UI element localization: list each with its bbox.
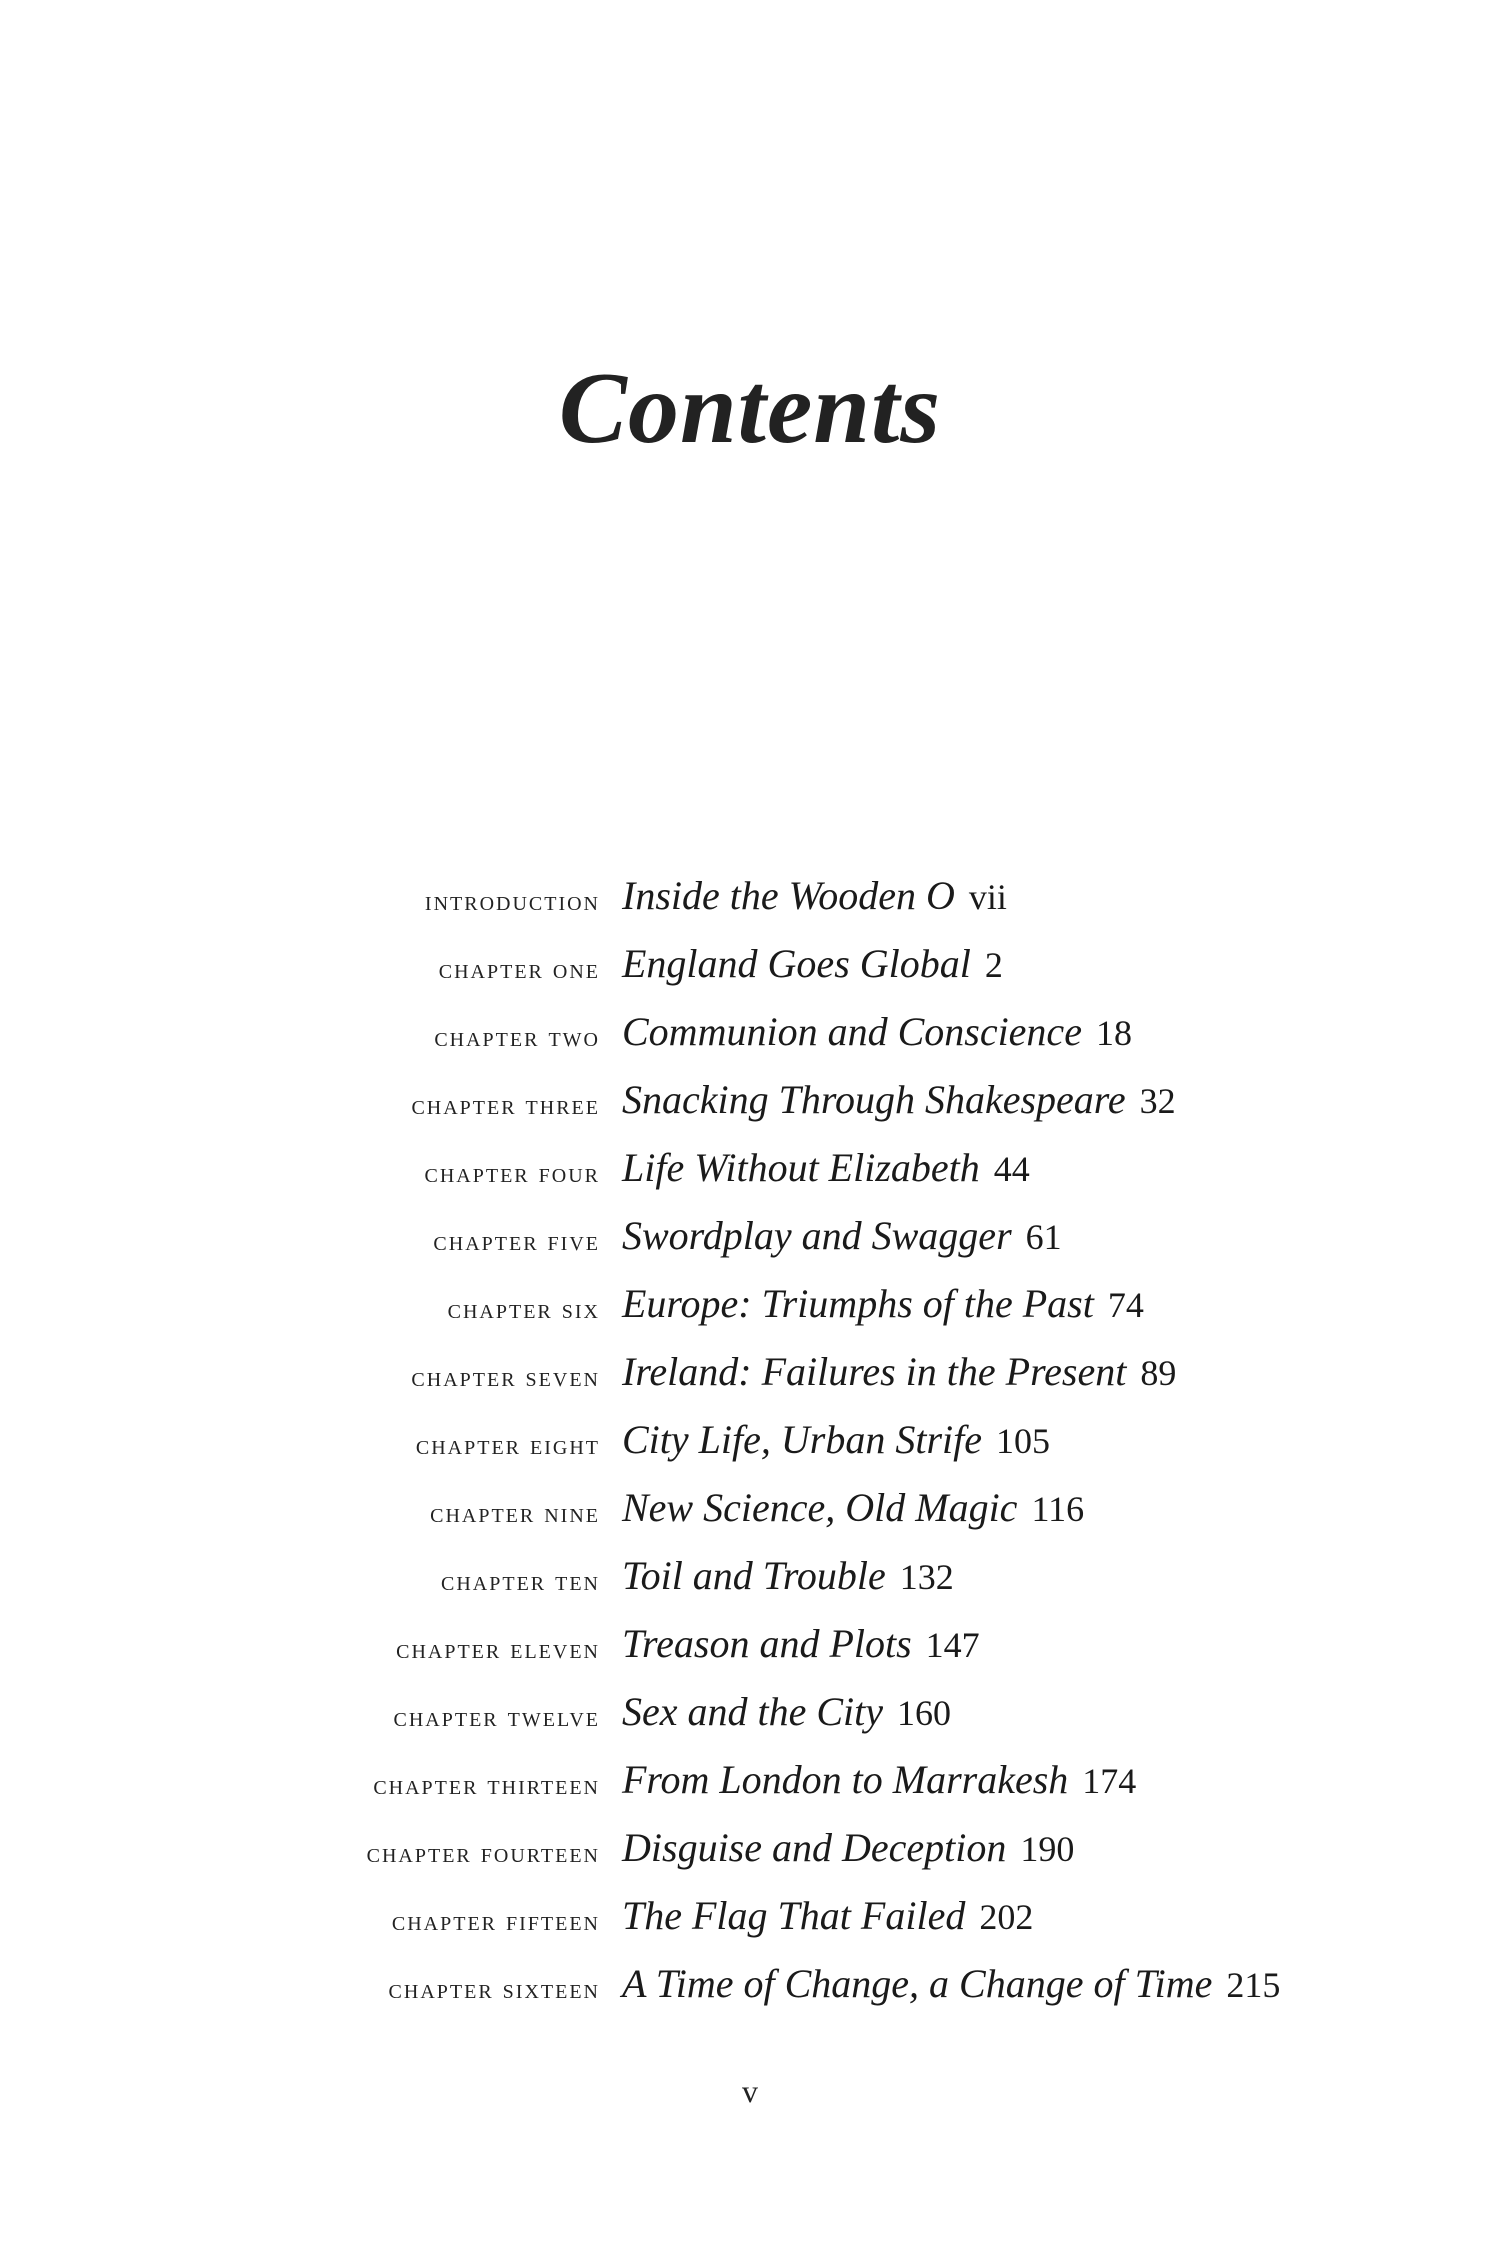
toc-page-number: 74 bbox=[1107, 1285, 1144, 1325]
toc-title: Snacking Through Shakespeare bbox=[622, 1077, 1126, 1122]
toc-page-number: 160 bbox=[897, 1693, 952, 1733]
toc-label: chapter ten bbox=[441, 1566, 600, 1597]
toc-entry bbox=[622, 1824, 1074, 1871]
toc-title: Communion and Conscience bbox=[622, 1009, 1082, 1054]
toc-label: chapter twelve bbox=[393, 1702, 600, 1733]
toc-entry bbox=[622, 1484, 1084, 1531]
toc-title: A Time of Change, a Change of Time bbox=[622, 1961, 1213, 2006]
toc-page-number: 215 bbox=[1226, 1965, 1281, 2005]
toc-entry bbox=[622, 1212, 1062, 1259]
toc-title: Sex and the City bbox=[622, 1689, 884, 1734]
toc-title: Inside the Wooden O bbox=[622, 873, 955, 918]
toc-label: chapter two bbox=[434, 1022, 600, 1053]
toc-page-number: 174 bbox=[1082, 1761, 1137, 1801]
toc-page-number: 18 bbox=[1095, 1013, 1132, 1053]
toc-row-chapter-six[interactable] bbox=[0, 1280, 1500, 1340]
toc-page-number: 2 bbox=[984, 945, 1003, 985]
toc-entry bbox=[622, 1416, 1050, 1463]
toc-entry bbox=[622, 1620, 980, 1667]
toc-label: chapter four bbox=[424, 1158, 600, 1189]
toc-entry bbox=[622, 1348, 1176, 1395]
toc-title: Treason and Plots bbox=[622, 1621, 912, 1666]
toc-entry bbox=[622, 1280, 1144, 1327]
toc-title: Swordplay and Swagger bbox=[622, 1213, 1012, 1258]
toc-entry bbox=[622, 1008, 1132, 1055]
toc-label: chapter fifteen bbox=[391, 1906, 600, 1937]
toc-label: chapter eight bbox=[415, 1430, 600, 1461]
toc-label: chapter nine bbox=[430, 1498, 600, 1529]
toc-row-chapter-ten[interactable] bbox=[0, 1552, 1500, 1612]
toc-title: Toil and Trouble bbox=[622, 1553, 886, 1598]
toc-label: chapter fourteen bbox=[366, 1838, 600, 1869]
toc-page-number: 132 bbox=[899, 1557, 954, 1597]
page-number: v bbox=[742, 2073, 758, 2109]
toc-row-chapter-sixteen[interactable] bbox=[0, 1960, 1500, 2020]
toc-page-number: vii bbox=[968, 877, 1007, 917]
toc-row-chapter-four[interactable] bbox=[0, 1144, 1500, 1204]
toc-row-chapter-seven[interactable] bbox=[0, 1348, 1500, 1408]
toc-page-number: 44 bbox=[993, 1149, 1030, 1189]
toc-row-chapter-thirteen[interactable] bbox=[0, 1756, 1500, 1816]
toc-row-chapter-fifteen[interactable] bbox=[0, 1892, 1500, 1952]
toc-page-number: 105 bbox=[996, 1421, 1050, 1461]
toc-title: The Flag That Failed bbox=[622, 1893, 966, 1938]
toc-title: Europe: Triumphs of the Past bbox=[622, 1281, 1094, 1326]
toc-entry bbox=[622, 1076, 1176, 1123]
toc-row-chapter-five[interactable] bbox=[0, 1212, 1500, 1272]
toc-label: chapter eleven bbox=[396, 1634, 600, 1665]
toc-row-chapter-fourteen[interactable] bbox=[0, 1824, 1500, 1884]
toc-row-chapter-one[interactable] bbox=[0, 940, 1500, 1000]
toc-title: From London to Marrakesh bbox=[622, 1757, 1069, 1802]
toc-entry bbox=[622, 1552, 954, 1599]
toc-label: chapter seven bbox=[411, 1362, 600, 1393]
toc-entry bbox=[622, 1892, 1033, 1939]
toc-page-number: 116 bbox=[1031, 1489, 1085, 1529]
toc-row-chapter-eight[interactable] bbox=[0, 1416, 1500, 1476]
page-title: Contents bbox=[558, 352, 942, 466]
toc-title: England Goes Global bbox=[622, 941, 971, 986]
toc-label: chapter sixteen bbox=[388, 1974, 600, 2005]
toc-page-number: 202 bbox=[979, 1897, 1034, 1937]
toc-title: City Life, Urban Strife bbox=[622, 1417, 982, 1462]
toc-label: chapter six bbox=[447, 1294, 600, 1325]
toc-page-number: 89 bbox=[1140, 1353, 1177, 1393]
toc-page-number: 61 bbox=[1025, 1217, 1062, 1257]
toc-page-number: 147 bbox=[925, 1625, 980, 1665]
toc-entry bbox=[622, 1688, 951, 1735]
toc-row-introduction[interactable] bbox=[0, 872, 1500, 932]
toc-label: chapter one bbox=[438, 954, 600, 985]
toc-title: Life Without Elizabeth bbox=[622, 1145, 980, 1190]
toc-title: Disguise and Deception bbox=[622, 1825, 1007, 1870]
toc-entry bbox=[622, 940, 1003, 987]
toc-row-chapter-three[interactable] bbox=[0, 1076, 1500, 1136]
toc-label: chapter five bbox=[433, 1226, 600, 1257]
toc-row-chapter-eleven[interactable] bbox=[0, 1620, 1500, 1680]
toc-label: introduction bbox=[424, 886, 600, 917]
toc-title: Ireland: Failures in the Present bbox=[622, 1349, 1127, 1394]
toc-entry bbox=[622, 872, 1007, 919]
toc-entry bbox=[622, 1144, 1030, 1191]
toc-entry bbox=[622, 1756, 1136, 1803]
toc-row-chapter-twelve[interactable] bbox=[0, 1688, 1500, 1748]
toc-title: New Science, Old Magic bbox=[622, 1485, 1018, 1530]
toc-row-chapter-nine[interactable] bbox=[0, 1484, 1500, 1544]
toc-label: chapter thirteen bbox=[373, 1770, 600, 1801]
toc-row-chapter-two[interactable] bbox=[0, 1008, 1500, 1068]
toc-page-number: 32 bbox=[1139, 1081, 1176, 1121]
toc-entry bbox=[622, 1960, 1280, 2007]
toc-page-number: 190 bbox=[1020, 1829, 1075, 1869]
toc-label: chapter three bbox=[411, 1090, 600, 1121]
